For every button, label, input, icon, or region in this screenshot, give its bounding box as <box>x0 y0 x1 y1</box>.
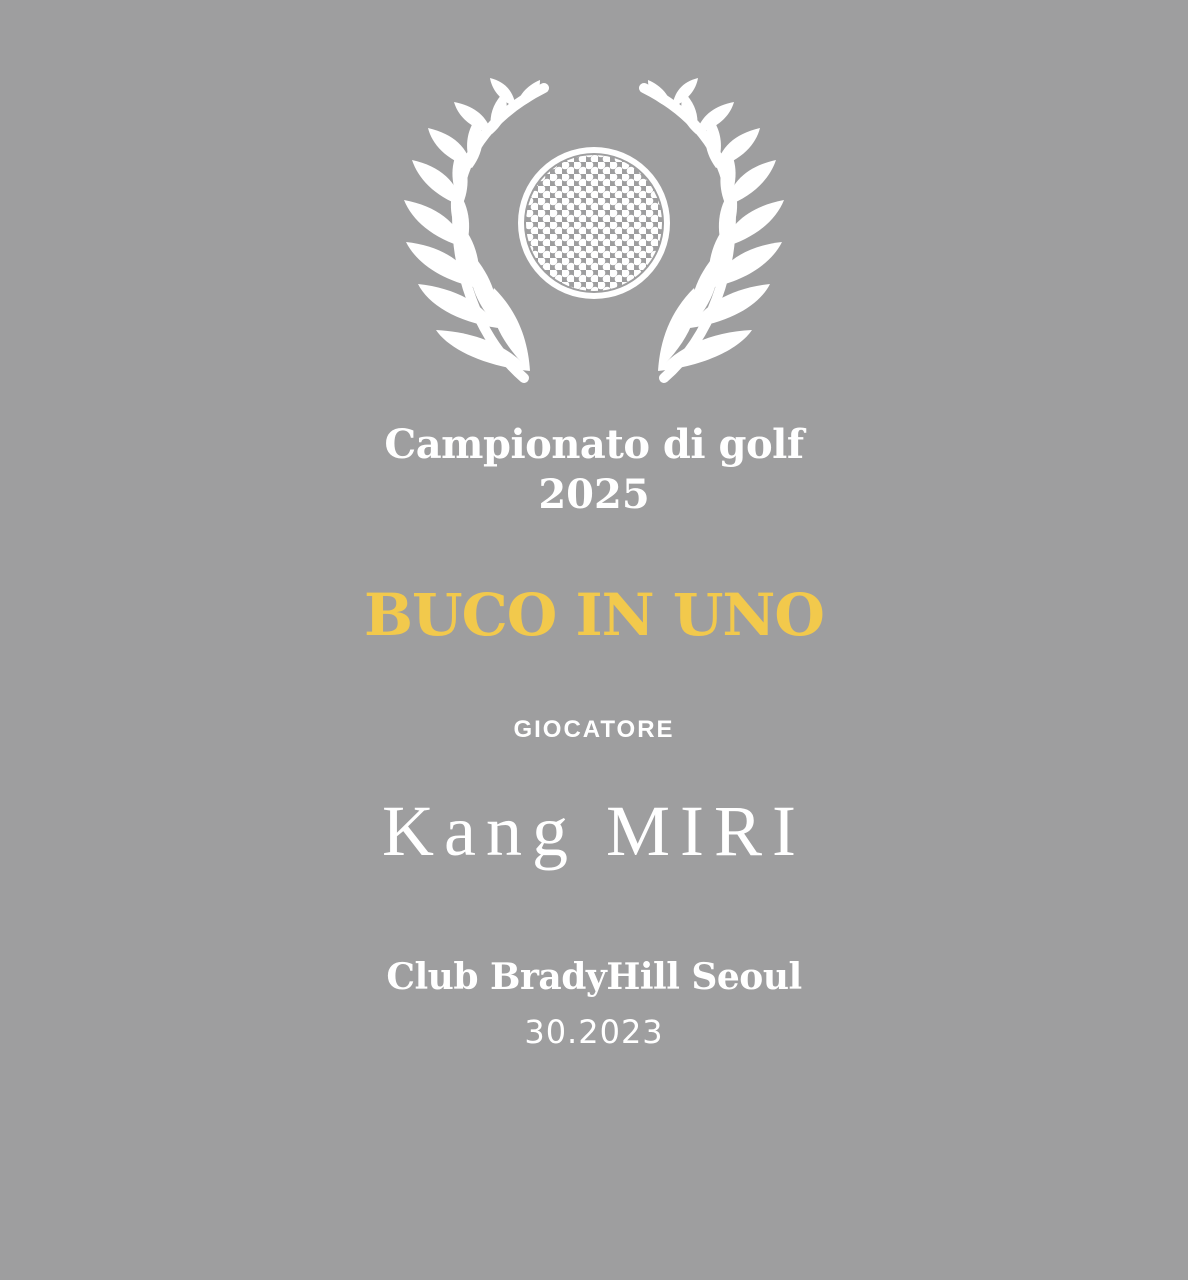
role-label: GIOCATORE <box>513 716 675 743</box>
award-name: BUCO IN UNO <box>364 581 824 649</box>
championship-year: 2025 <box>538 471 650 518</box>
championship-title: Campionato di golf <box>384 421 804 468</box>
club-name: Club BradyHill Seoul <box>386 956 802 998</box>
golf-ball-laurel-icon <box>394 78 794 388</box>
certificate-date: 30.2023 <box>524 1013 664 1051</box>
player-name: Kang MIRI <box>382 791 806 871</box>
